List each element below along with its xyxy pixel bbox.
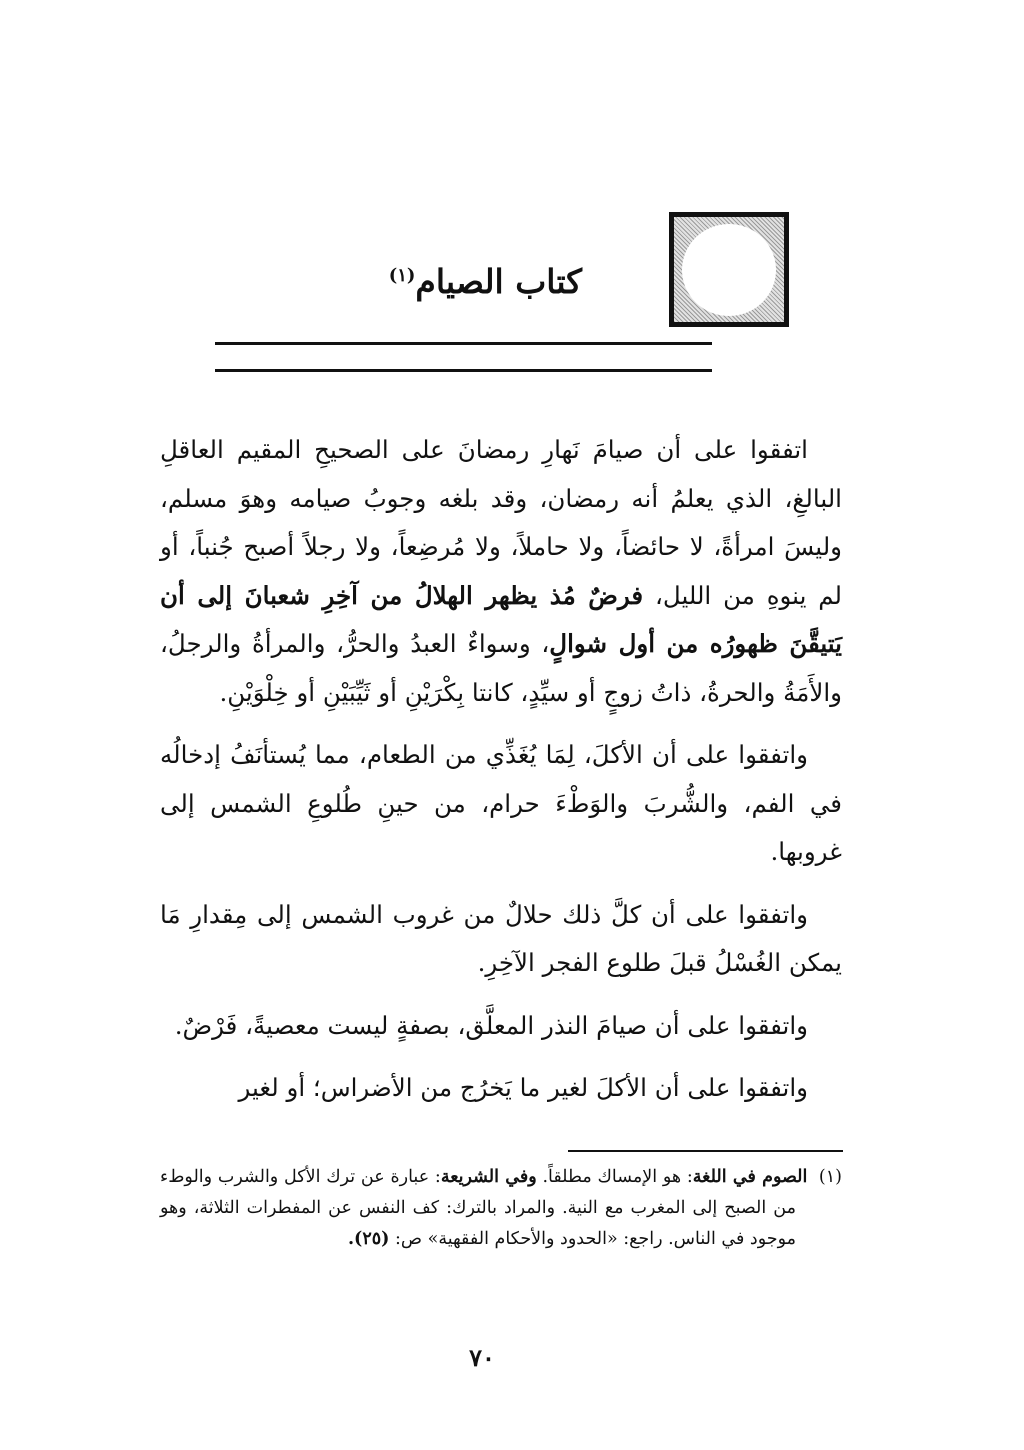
footnote-paragraph xyxy=(160,1162,842,1255)
footnote xyxy=(160,1162,842,1255)
text-run: ، وسواءٌ العبدُ والحرُّ، والمرأةُ والرجلُ، والأَمَةُ والحرةُ، ذاتُ زوجٍ أو سيِّدٍ، كانتا بِكْرَيْنِ أو ثَيِّبَيْنِ أو خِلْوَيْنِ. xyxy=(160,629,842,707)
chapter-title-text: كتاب الصيام xyxy=(415,262,582,301)
footnote-text: : عبارة عن ترك الأكل والشرب والوطء من الصبح إلى المغرب مع النية. والمراد بالترك: كف النفس عن المفطرات الثلاثة، وهو موجود في الناس. راجع: «الحدود والأحكام الفقهية» ص: xyxy=(160,1167,796,1249)
chapter-ornament-icon xyxy=(669,212,789,327)
paragraph xyxy=(160,426,842,717)
text-run: واتفقوا على أن كلَّ ذلك حلالٌ من غروب الشمس إلى مِقدارِ مَا يمكن الغُسْلُ قبلَ طلوع الفجر الآخِرِ. xyxy=(160,899,842,977)
footnote-term: الصوم في اللغة xyxy=(692,1167,808,1187)
text-run: واتفقوا على أن الأكلَ، لِمَا يُغَذِّي من الطعام، مما يُستأنَفُ إدخالُه في الفم، والشُّربَ والوَطْءَ حرام، من حينِ طُلوعِ الشمس إلى غروبها. xyxy=(160,740,842,866)
text-run: واتفقوا على أن الأكلَ لغير ما يَخرُج من الأضراس؛ أو لغير xyxy=(238,1073,808,1102)
footnote-separator xyxy=(568,1150,843,1152)
text-run: واتفقوا على أن صيامَ النذر المعلَّق، بصفةٍ ليست معصيةً، فَرْضٌ. xyxy=(174,1010,808,1040)
paragraph xyxy=(160,1064,842,1113)
footnote-term: وفي الشريعة xyxy=(440,1167,537,1187)
title-rule-top xyxy=(215,342,712,345)
bold-text-run: فرضٌ مُذ يظهر الهلالُ من آخِرِ شعبانَ إلى أن يَتيقَّنَ ظهورُه من أول شوالٍ xyxy=(160,580,842,658)
text-run: اتفقوا على أن صيامَ نَهارِ رمضانَ على الصحيحِ المقيم العاقلِ البالغِ، الذي يعلمُ أنه رمضان، وقد بلغه وجوبُ صيامه وهوَ مسلم، وليسَ امرأةً، لا حائضاً، ولا حاملاً، ولا مُرضِعاً، ولا رجلاً أصبح جُنباً، أو لم ينوهِ من الليل، xyxy=(160,435,843,610)
footnote-marker: (١) xyxy=(818,1167,842,1187)
chapter-title xyxy=(360,262,582,301)
footnote-text: : هو الإمساك مطلقاً. xyxy=(536,1167,693,1187)
paragraph xyxy=(160,891,842,988)
paragraph xyxy=(160,1002,842,1051)
title-rule-bottom xyxy=(215,369,712,372)
page-number: ٧٠ xyxy=(469,1343,495,1372)
body-text xyxy=(160,426,842,1127)
ornament-circle xyxy=(682,224,776,316)
paragraph xyxy=(160,731,842,877)
footnote-page-ref: (٢٥). xyxy=(347,1229,390,1249)
chapter-title-footnote-ref: (١) xyxy=(388,265,416,286)
